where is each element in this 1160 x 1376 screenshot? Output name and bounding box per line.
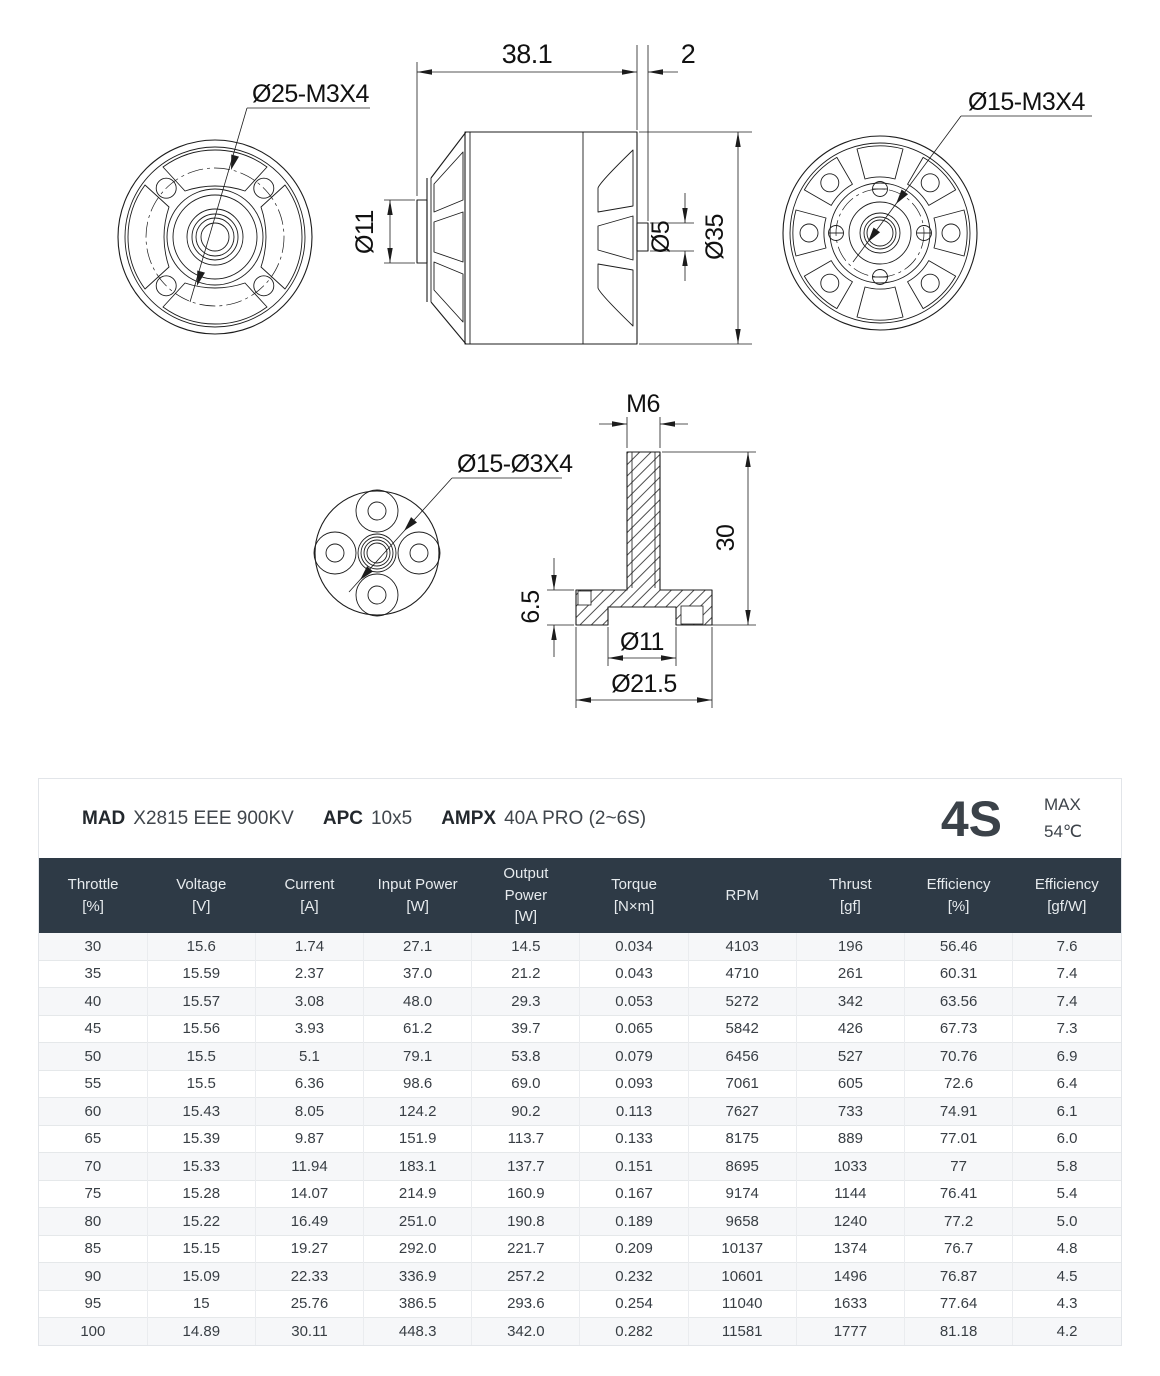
table-cell: 15.57 [147,988,255,1016]
table-cell: 35 [39,960,147,988]
table-cell: 0.093 [580,1070,688,1098]
front-bolt-pattern-callout [190,80,370,302]
table-cell: 85 [39,1235,147,1263]
table-cell: 124.2 [364,1098,472,1126]
table-cell: 69.0 [472,1070,580,1098]
body-diameter-label: Ø35 [701,214,729,260]
column-header: Output Power [W] [472,858,580,933]
table-cell: 15.6 [147,933,255,960]
table-body [39,933,1121,1345]
table-cell: 76.7 [905,1235,1013,1263]
battery-cell-count: 4S [940,790,1002,847]
table-cell: 0.254 [580,1290,688,1318]
table-cell: 77 [905,1153,1013,1181]
table-cell: 7.3 [1013,1015,1121,1043]
table-cell: 5.8 [1013,1153,1121,1181]
column-header: Efficiency [gf/W] [1013,858,1121,933]
table-cell: 16.49 [255,1208,363,1236]
table-row [39,1208,1121,1236]
table-cell: 90.2 [472,1098,580,1126]
table-cell: 1.74 [255,933,363,960]
table-cell: 21.2 [472,960,580,988]
table-cell: 0.079 [580,1043,688,1071]
table-cell: 29.3 [472,988,580,1016]
table-cell: 4.3 [1013,1290,1121,1318]
table-cell: 55 [39,1070,147,1098]
table-cell: 9658 [688,1208,796,1236]
table-cell: 292.0 [364,1235,472,1263]
table-cell: 15.59 [147,960,255,988]
table-cell: 60.31 [905,960,1013,988]
spec-title-bar [39,779,1121,858]
column-header: Throttle [%] [39,858,147,933]
table-cell: 76.41 [905,1180,1013,1208]
table-cell: 7.4 [1013,988,1121,1016]
table-cell: 63.56 [905,988,1013,1016]
adapter-flange-view [314,490,440,616]
table-cell: 39.7 [472,1015,580,1043]
table-cell: 2.37 [255,960,363,988]
motor-front-view [118,140,312,334]
table-cell: 183.1 [364,1153,472,1181]
test-setup-title [82,808,675,830]
table-cell: 6.1 [1013,1098,1121,1126]
table-cell: 0.034 [580,933,688,960]
table-cell: 15.39 [147,1125,255,1153]
table-cell: 15.5 [147,1070,255,1098]
table-cell: 0.053 [580,988,688,1016]
prop-brand: APC [322,807,363,829]
table-cell: 8.05 [255,1098,363,1126]
table-cell: 40 [39,988,147,1016]
table-cell: 257.2 [472,1263,580,1291]
table-cell: 37.0 [364,960,472,988]
table-cell: 3.93 [255,1015,363,1043]
table-cell: 5.4 [1013,1180,1121,1208]
table-cell: 19.27 [255,1235,363,1263]
table-cell: 5842 [688,1015,796,1043]
adapter-flange-height-label: 6.5 [517,590,545,624]
table-cell: 137.7 [472,1153,580,1181]
table-cell: 30.11 [255,1318,363,1345]
table-row [39,1180,1121,1208]
table-cell: 77.64 [905,1290,1013,1318]
table-cell: 0.167 [580,1180,688,1208]
table-cell: 5272 [688,988,796,1016]
table-cell: 74.91 [905,1098,1013,1126]
thread-spec-label: M6 [626,390,660,418]
table-cell: 0.189 [580,1208,688,1236]
table-cell: 56.46 [905,933,1013,960]
table-cell: 4.2 [1013,1318,1121,1345]
table-cell: 95 [39,1290,147,1318]
table-cell: 1240 [796,1208,904,1236]
table-cell: 6.36 [255,1070,363,1098]
table-cell: 11.94 [255,1153,363,1181]
table-cell: 448.3 [364,1318,472,1345]
table-cell: 15.56 [147,1015,255,1043]
table-cell: 72.6 [905,1070,1013,1098]
table-cell: 4103 [688,933,796,960]
shaft-diameter-label: Ø5 [647,220,675,254]
column-header: Current [A] [255,858,363,933]
table-cell: 5.1 [255,1043,363,1071]
table-cell: 8175 [688,1125,796,1153]
table-cell: 11581 [688,1318,796,1345]
table-cell: 15.28 [147,1180,255,1208]
prop-size: 10x5 [370,807,413,829]
table-cell: 214.9 [364,1180,472,1208]
table-cell: 10137 [688,1235,796,1263]
battery-info [941,792,1082,845]
motor-brand: MAD [82,807,126,829]
table-row [39,1098,1121,1126]
column-header: Efficiency [%] [905,858,1013,933]
front-boss-diameter-label: Ø11 [351,210,379,254]
table-cell: 196 [796,933,904,960]
column-header: Torque [N×m] [580,858,688,933]
table-cell: 0.133 [580,1125,688,1153]
table-cell: 0.232 [580,1263,688,1291]
table-cell: 4.5 [1013,1263,1121,1291]
table-cell: 0.043 [580,960,688,988]
column-header: RPM [688,858,796,933]
table-cell: 0.209 [580,1235,688,1263]
table-cell: 27.1 [364,933,472,960]
table-cell: 0.065 [580,1015,688,1043]
table-cell: 79.1 [364,1043,472,1071]
table-cell: 527 [796,1043,904,1071]
table-cell: 15.43 [147,1098,255,1126]
table-cell: 261 [796,960,904,988]
table-cell: 0.113 [580,1098,688,1126]
table-cell: 100 [39,1318,147,1345]
esc-model: 40A PRO (2~6S) [504,807,647,829]
table-head [39,858,1121,933]
table-cell: 0.282 [580,1318,688,1345]
table-cell: 53.8 [472,1043,580,1071]
column-header: Thrust [gf] [796,858,904,933]
table-row [39,933,1121,960]
rear-bolt-pattern-label: Ø15-M3X4 [968,88,1085,116]
table-cell: 7627 [688,1098,796,1126]
table-cell: 6456 [688,1043,796,1071]
thrust-data-table [39,858,1121,1345]
table-cell: 1633 [796,1290,904,1318]
table-cell: 605 [796,1070,904,1098]
table-cell: 7.4 [1013,960,1121,988]
table-cell: 251.0 [364,1208,472,1236]
table-cell: 113.7 [472,1125,580,1153]
table-cell: 386.5 [364,1290,472,1318]
max-label: MAX [1043,795,1081,815]
table-cell: 10601 [688,1263,796,1291]
table-row [39,1125,1121,1153]
table-cell: 1144 [796,1180,904,1208]
table-cell: 15.09 [147,1263,255,1291]
table-cell: 426 [796,1015,904,1043]
table-cell: 81.18 [905,1318,1013,1345]
table-cell: 11040 [688,1290,796,1318]
table-cell: 25.76 [255,1290,363,1318]
table-cell: 6.0 [1013,1125,1121,1153]
table-cell: 70.76 [905,1043,1013,1071]
table-cell: 293.6 [472,1290,580,1318]
table-cell: 60 [39,1098,147,1126]
table-cell: 50 [39,1043,147,1071]
table-cell: 61.2 [364,1015,472,1043]
table-row [39,1318,1121,1345]
adapter-height-label: 30 [712,524,740,552]
table-cell: 45 [39,1015,147,1043]
motor-rear-view [783,136,977,330]
table-cell: 221.7 [472,1235,580,1263]
table-cell: 733 [796,1098,904,1126]
table-cell: 7.6 [1056,937,1078,955]
table-cell: 7061 [688,1070,796,1098]
table-row [39,1043,1121,1071]
table-cell: 190.8 [472,1208,580,1236]
table-cell: 77.01 [905,1125,1013,1153]
table-cell: 1777 [796,1318,904,1345]
table-cell: 8695 [688,1153,796,1181]
table-cell: 67.73 [905,1015,1013,1043]
table-cell: 65 [39,1125,147,1153]
table-cell: 4710 [688,960,796,988]
motor-model: X2815 EEE 900KV [133,807,294,829]
table-cell: 30 [39,933,147,960]
table-cell: 342 [796,988,904,1016]
adapter-bore-diameter-label: Ø11 [620,628,664,656]
table-cell: 3.08 [255,988,363,1016]
table-cell: 80 [39,1208,147,1236]
table-cell: 15 [147,1290,255,1318]
table-row [39,988,1121,1016]
table-cell: 15.22 [147,1208,255,1236]
table-cell: 1374 [796,1235,904,1263]
table-row [39,1263,1121,1291]
front-bolt-pattern-label: Ø25-M3X4 [252,80,369,108]
table-cell: 75 [39,1180,147,1208]
table-cell: 15.33 [147,1153,255,1181]
table-cell: 1033 [796,1153,904,1181]
table-cell: 5.0 [1013,1208,1121,1236]
table-cell: 15.5 [147,1043,255,1071]
table-cell: 77.2 [905,1208,1013,1236]
table-row [39,1015,1121,1043]
table-cell: 14.5 [472,933,580,960]
table-cell: 14.89 [147,1318,255,1345]
table-cell: 336.9 [364,1263,472,1291]
adapter-section-view [576,452,712,625]
table-cell: 9.87 [255,1125,363,1153]
table-cell: 90 [39,1263,147,1291]
rear-bolt-pattern-callout [853,88,1092,262]
table-cell: 9174 [688,1180,796,1208]
table-row [39,1290,1121,1318]
table-header-row [39,858,1121,933]
max-temp-value: 54℃ [1043,821,1082,841]
table-row [39,1153,1121,1181]
max-temperature [1044,792,1082,845]
table-cell: 0.151 [580,1153,688,1181]
column-header: Voltage [V] [147,858,255,933]
table-cell: 151.9 [364,1125,472,1153]
table-cell: 6.9 [1013,1043,1121,1071]
table-cell: 4.8 [1013,1235,1121,1263]
column-header: Input Power [W] [364,858,472,933]
table-cell: 342.0 [472,1318,580,1345]
table-cell: 1496 [796,1263,904,1291]
table-cell: 22.33 [255,1263,363,1291]
adapter-bolt-pattern-label: Ø15-Ø3X4 [457,450,573,478]
table-cell: 6.4 [1013,1070,1121,1098]
side-view-dimensions [351,39,752,344]
table-row [39,1070,1121,1098]
table-cell: 70 [39,1153,147,1181]
adapter-flange-diameter-label: Ø21.5 [611,670,677,698]
table-row [39,960,1121,988]
shaft-protrusion-label: 2 [680,39,696,69]
table-cell: 48.0 [364,988,472,1016]
table-cell: 98.6 [364,1070,472,1098]
table-cell: 76.87 [905,1263,1013,1291]
table-cell: 160.9 [472,1180,580,1208]
spec-card [38,778,1122,1346]
table-cell: 14.07 [255,1180,363,1208]
table-row [39,1235,1121,1263]
motor-length-label: 38.1 [501,39,553,69]
esc-brand: AMPX [441,807,497,829]
motor-side-view [417,132,648,344]
table-cell: 889 [796,1125,904,1153]
table-cell: 15.15 [147,1235,255,1263]
